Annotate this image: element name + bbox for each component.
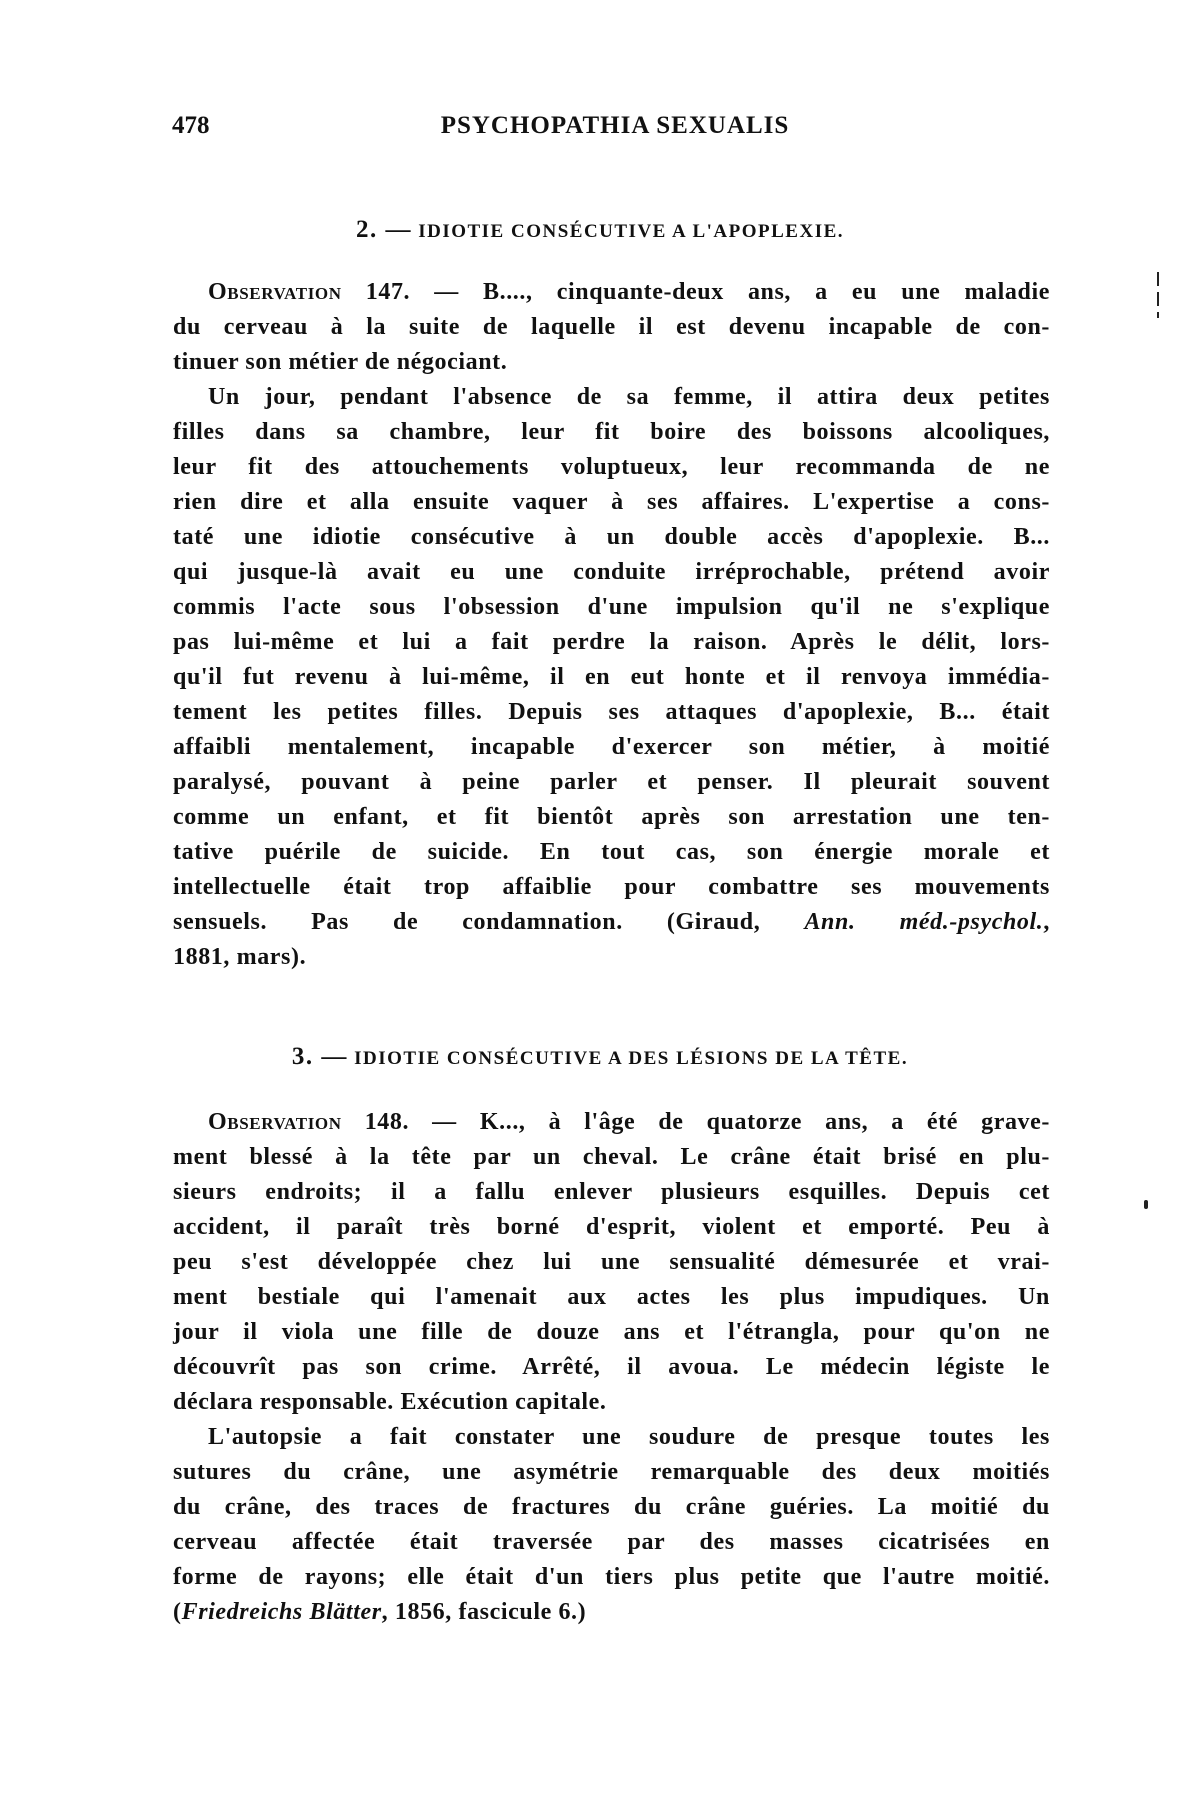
text-segment: pas lui-même et lui a fait perdre la raison. Après le délit, lors-: [173, 629, 1050, 655]
text-segment: découvrît pas son crime. Arrêté, il avoua. Le médecin légiste le: [173, 1354, 1050, 1380]
text-segment: 147. — B...., cinquante-deux ans, a eu une maladie: [341, 279, 1050, 305]
text-line: [173, 1560, 1050, 1595]
text-segment: qu'il fut revenu à lui-même, il en eut honte et il renvoya immédia-: [173, 664, 1050, 690]
text-line: [173, 1420, 1050, 1455]
text-line: [173, 1490, 1050, 1525]
section-2-title: IDIOTIE CONSÉCUTIVE A L'APOPLEXIE.: [418, 221, 845, 242]
text-segment: ment bestiale qui l'amenait aux actes les plus impudiques. Un: [173, 1284, 1050, 1310]
text-line: [173, 1280, 1050, 1315]
text-segment: paralysé, pouvant à peine parler et penser. Il pleurait souvent: [173, 769, 1050, 795]
text-segment: 1881, mars).: [173, 944, 307, 970]
text-line: [173, 380, 1050, 415]
text-segment: jour il viola une fille de douze ans et l'étrangla, pour qu'on ne: [173, 1319, 1050, 1345]
text-line: [173, 1140, 1050, 1175]
observation-148-text: [173, 1105, 1050, 1630]
citation-italic: Ann. méd.-psychol.: [804, 909, 1044, 935]
text-line: [173, 275, 1050, 310]
text-line: [173, 1455, 1050, 1490]
text-line: [173, 555, 1050, 590]
text-segment: intellectuelle était trop affaiblie pour combattre ses mouvements: [173, 874, 1050, 900]
text-line: [173, 1350, 1050, 1385]
text-line: [173, 1105, 1050, 1140]
text-line: [173, 1210, 1050, 1245]
observation-label: Observation: [208, 279, 342, 305]
text-line: [173, 1315, 1050, 1350]
text-segment: ment blessé à la tête par un cheval. Le crâne était brisé en plu-: [173, 1144, 1050, 1170]
text-segment: 148. — K..., à l'âge de quatorze ans, a été grave-: [341, 1109, 1050, 1135]
citation-italic: Friedreichs Blätter: [181, 1599, 382, 1625]
text-segment: Un jour, pendant l'absence de sa femme, il attira deux petites: [208, 384, 1050, 410]
text-line: [173, 450, 1050, 485]
page-number: 478: [172, 112, 210, 139]
text-line: [173, 835, 1050, 870]
observation-147-text: [173, 275, 1050, 975]
section-2-heading: [0, 216, 1200, 244]
text-line: [173, 660, 1050, 695]
text-line: [173, 590, 1050, 625]
text-segment: leur fit des attouchements voluptueux, leur recommanda de ne: [173, 454, 1050, 480]
margin-dot: [1144, 1200, 1148, 1209]
text-segment: comme un enfant, et fit bientôt après son arrestation une ten-: [173, 804, 1050, 830]
text-segment: accident, il paraît très borné d'esprit, violent et emporté. Peu à: [173, 1214, 1050, 1240]
text-segment: commis l'acte sous l'obsession d'une impulsion qu'il ne s'explique: [173, 594, 1050, 620]
text-segment: peu s'est développée chez lui une sensualité démesurée et vrai-: [173, 1249, 1050, 1275]
text-segment: sieurs endroits; il a fallu enlever plusieurs esquilles. Depuis cet: [173, 1179, 1050, 1205]
text-line: [173, 485, 1050, 520]
text-segment: rien dire et alla ensuite vaquer à ses affaires. L'expertise a cons-: [173, 489, 1050, 515]
text-segment: taté une idiotie consécutive à un double accès d'apoplexie. B...: [173, 524, 1050, 550]
text-line: [173, 1595, 1050, 1630]
observation-label: Observation: [208, 1109, 342, 1135]
text-segment: qui jusque-là avait eu une conduite irréprochable, prétend avoir: [173, 559, 1050, 585]
text-line: [173, 695, 1050, 730]
text-line: [173, 905, 1050, 940]
text-segment: tinuer son métier de négociant.: [173, 349, 508, 375]
text-line: [173, 1175, 1050, 1210]
text-segment: déclara responsable. Exécution capitale.: [173, 1389, 607, 1415]
section-3-heading: [0, 1043, 1200, 1071]
text-line: [173, 765, 1050, 800]
text-line: [173, 1245, 1050, 1280]
text-line: [173, 800, 1050, 835]
text-segment: sutures du crâne, une asymétrie remarquable des deux moitiés: [173, 1459, 1050, 1485]
text-line: [173, 870, 1050, 905]
section-3-title: IDIOTIE CONSÉCUTIVE A DES LÉSIONS DE LA TÊTE.: [354, 1048, 909, 1069]
text-line: [173, 625, 1050, 660]
text-line: [173, 415, 1050, 450]
text-line: [173, 345, 1050, 380]
text-segment: filles dans sa chambre, leur fit boire des boissons alcooliques,: [173, 419, 1050, 445]
text-segment: ,: [1043, 909, 1050, 935]
section-3-number: 3. —: [291, 1043, 348, 1070]
text-line: [173, 520, 1050, 555]
text-line: [173, 310, 1050, 345]
text-segment: forme de rayons; elle était d'un tiers plus petite que l'autre moitié.: [173, 1564, 1050, 1590]
text-segment: cerveau affectée était traversée par des masses cicatrisées en: [173, 1529, 1050, 1555]
text-segment: , 1856, fascicule 6.): [381, 1599, 587, 1625]
margin-mark: [1157, 312, 1159, 318]
text-segment: tative puérile de suicide. En tout cas, son énergie morale et: [173, 839, 1050, 865]
text-line: [173, 1525, 1050, 1560]
text-line: [173, 940, 1050, 975]
text-segment: affaibli mentalement, incapable d'exercer son métier, à moitié: [173, 734, 1050, 760]
section-2-number: 2. —: [355, 216, 412, 243]
text-segment: L'autopsie a fait constater une soudure de presque toutes les: [208, 1424, 1050, 1450]
margin-mark: [1157, 292, 1159, 306]
text-segment: sensuels. Pas de condamnation. (Giraud,: [173, 909, 805, 935]
text-segment: du cerveau à la suite de laquelle il est devenu incapable de con-: [173, 314, 1050, 340]
text-line: [173, 1385, 1050, 1420]
text-segment: (: [173, 1599, 182, 1625]
running-title: PSYCHOPATHIA SEXUALIS: [440, 112, 790, 139]
text-segment: tement les petites filles. Depuis ses attaques d'apoplexie, B... était: [173, 699, 1050, 725]
margin-mark: [1157, 272, 1159, 286]
text-segment: du crâne, des traces de fractures du crâne guéries. La moitié du: [173, 1494, 1050, 1520]
text-line: [173, 730, 1050, 765]
